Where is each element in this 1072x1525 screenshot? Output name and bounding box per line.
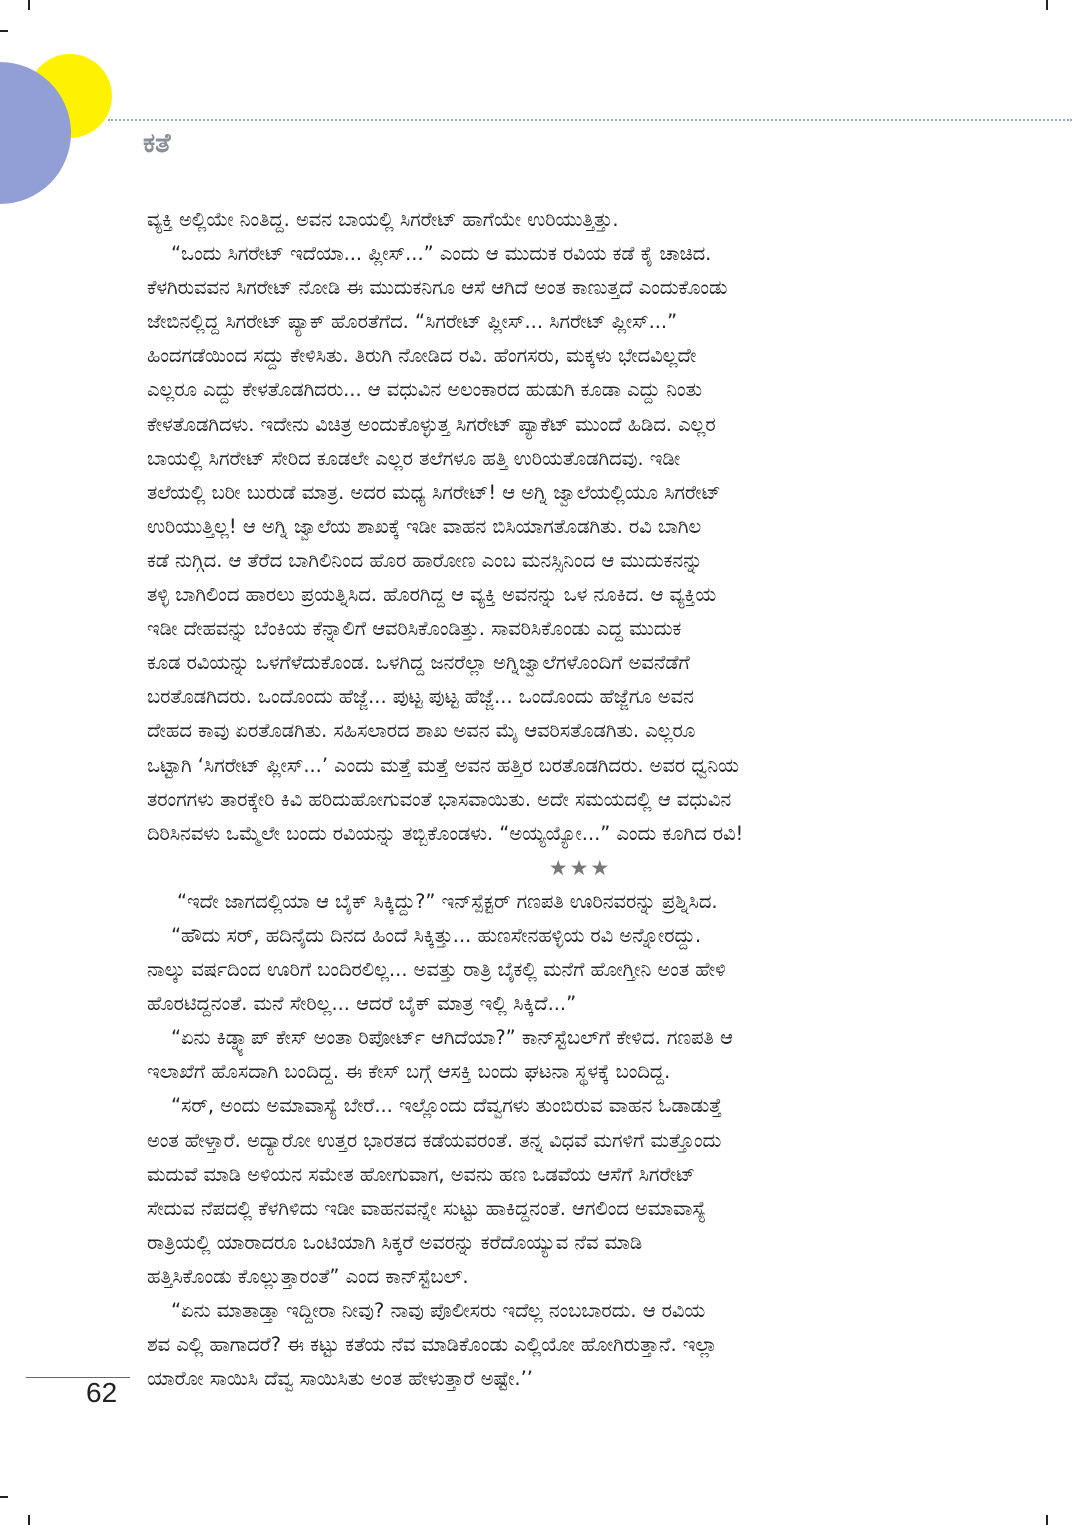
story-line: “ಹೌದು ಸರ್, ಹದಿನೈದು ದಿನದ ಹಿಂದೆ ಸಿಕ್ಕಿತ್ತು... ಹುಣಸೇನಹಳ್ಳಿಯ ರವಿ ಅನ್ನೋರದ್ದು. [171,923,702,947]
story-line: “ಇದೇ ಜಾಗದಲ್ಲಿಯಾ ಆ ಬೈಕ್ ಸಿಕ್ಕಿದ್ದು?” ಇನ್‌ಸ್ಪೆಕ್ಟರ್ ಗಣಪತಿ ಊರಿನವರನ್ನು ಪ್ರಶ್ನಿಸಿದ. [177,889,718,913]
story-line: “ಏನು ಕಿಡ್ನ್ಯಾಪ್ ಕೇಸ್ ಅಂತಾ ರಿಪೋರ್ಟ್ ಆಗಿದೆಯಾ?” ಕಾನ್‌ಸ್ಟೆಬಲ್‌ಗೆ ಕೇಳಿದ. ಗಣಪತಿ ಆ [171,1026,733,1050]
crop-mark-bottom-left [28,1515,30,1525]
story-line: ಹತ್ತಿಸಿಕೊಂಡು ಕೊಲ್ಲುತ್ತಾರಂತೆ” ಎಂದ ಕಾನ್‌ಸ್ಟೆಬಲ್. [147,1264,469,1288]
page-number: 62 [86,1377,118,1408]
story-line: ಸೇದುವ ನೆಪದಲ್ಲಿ ಕೆಳಗಿಳಿದು ಇಡೀ ವಾಹನವನ್ನೇ ಸುಟ್ಟು ಹಾಕಿದ್ದನಂತೆ. ಆಗಲಿಂದ ಅಮಾವಾಸ್ಯೆ [147,1196,707,1220]
story-line: ಬರತೊಡಗಿದರು. ಒಂದೊಂದು ಹೆಜ್ಜೆ... ಪುಟ್ಟ ಪುಟ್ಟ ಹೆಜ್ಜೆ... ಒಂದೊಂದು ಹೆಜ್ಜೆಗೂ ಅವನ [147,685,694,709]
crop-mark-left-lower [0,1496,8,1498]
story-line: ಹೊರಟಿದ್ದನಂತೆ. ಮನೆ ಸೇರಿಲ್ಲ... ಆದರೆ ಬೈಕ್ ಮಾತ್ರ ಇಲ್ಲಿ ಸಿಕ್ಕಿದೆ...” [147,992,577,1016]
story-body [147,203,953,1396]
crop-mark-bottom-right [1046,1515,1048,1525]
story-line: ಮದುವೆ ಮಾಡಿ ಅಳಿಯನ ಸಮೇತ ಹೋಗುವಾಗ, ಅವನು ಹಣ ಒಡವೆಯ ಆಸೆಗೆ ಸಿಗರೇಟ್ [147,1162,696,1186]
story-line: ಕೂಡ ರವಿಯನ್ನು ಒಳಗೆಳೆದುಕೊಂಡ. ಒಳಗಿದ್ದ ಜನರೆಲ್ಲಾ ಅಗ್ನಿಜ್ವಾಲೆಗಳೊಂದಿಗೆ ಅವನೆಡೆಗೆ [147,651,690,675]
story-line: ಜೇಬಿನಲ್ಲಿದ್ದ ಸಿಗರೇಟ್ ಪ್ಯಾಕ್ ಹೊರತೆಗೆದ. “ಸಿಗರೇಟ್ ಪ್ಲೀಸ್... ಸಿಗರೇಟ್ ಪ್ಲೀಸ್...” [147,310,678,334]
story-line: ಒಟ್ಟಾಗಿ ‘ಸಿಗರೇಟ್ ಪ್ಲೀಸ್...’ ಎಂದು ಮತ್ತೆ ಮತ್ತೆ ಅವನ ಹತ್ತಿರ ಬರತೊಡಗಿದರು. ಅವರ ಧ್ವನಿಯ [147,753,739,777]
story-line: ರಾತ್ರಿಯಲ್ಲಿ ಯಾರಾದರೂ ಒಂಟಿಯಾಗಿ ಸಿಕ್ಕರೆ ಅವರನ್ನು ಕರೆದೊಯ್ಯುವ ನೆವ ಮಾಡಿ [147,1230,643,1254]
story-line: ಉರಿಯುತ್ತಿಲ್ಲ! ಆ ಅಗ್ನಿ ಜ್ವಾಲೆಯ ಶಾಖಕ್ಕೆ ಇಡೀ ವಾಹನ ಬಿಸಿಯಾಗತೊಡಗಿತು. ರವಿ ಬಾಗಿಲ [147,514,702,538]
story-line: “ಸರ್, ಅಂದು ಅಮಾವಾಸ್ಯೆ ಬೇರೆ... ಇಲ್ಲೊಂದು ದೆವ್ವಗಳು ತುಂಬಿರುವ ವಾಹನ ಓಡಾಡುತ್ತೆ [171,1094,722,1118]
story-line: “ಏನು ಮಾತಾಡ್ತಾ ಇದ್ದೀರಾ ನೀವು? ನಾವು ಪೊಲೀಸರು ಇದೆಲ್ಲ ನಂಬಬಾರದು. ಆ ರವಿಯ [171,1299,706,1322]
story-line: ತರಂಗಗಳು ತಾರಕ್ಕೇರಿ ಕಿವಿ ಹರಿದುಹೋಗುವಂತೆ ಭಾಸವಾಯಿತು. ಅದೇ ಸಮಯದಲ್ಲಿ ಆ ವಧುವಿನ [147,787,732,811]
decorative-circles [0,0,140,220]
story-line: ಇಲಾಖೆಗೆ ಹೊಸದಾಗಿ ಬಂದಿದ್ದ. ಈ ಕೇಸ್ ಬಗ್ಗೆ ಆಸಕ್ತಿ ಬಂದು ಘಟನಾ ಸ್ಥಳಕ್ಕೆ ಬಂದಿದ್ದ. [147,1060,671,1084]
crop-mark-top-right [1046,0,1048,10]
story-line: ಅಂತ ಹೇಳ್ತಾರೆ. ಅದ್ಯಾರೋ ಉತ್ತರ ಭಾರತದ ಕಡೆಯವರಂತೆ. ತನ್ನ ವಿಧವೆ ಮಗಳಿಗೆ ಮತ್ತೊಂದು [147,1128,722,1152]
story-line: ವ್ಯಕ್ತಿ ಅಲ್ಲಿಯೇ ನಿಂತಿದ್ದ. ಅವನ ಬಾಯಲ್ಲಿ ಸಿಗರೇಟ್ ಹಾಗೆಯೇ ಉರಿಯುತ್ತಿತ್ತು. [147,208,619,231]
story-line: ತಳ್ಳಿ ಬಾಗಿಲಿಂದ ಹಾರಲು ಪ್ರಯತ್ನಿಸಿದ. ಹೊರಗಿದ್ದ ಆ ವ್ಯಕ್ತಿ ಅವನನ್ನು ಒಳ ನೂಕಿದ. ಆ ವ್ಯಕ್ತಿಯ [147,583,717,607]
story-line: ಇಡೀ ದೇಹವನ್ನು ಬೆಂಕಿಯ ಕೆನ್ನಾಲಿಗೆ ಆವರಿಸಿಕೊಂಡಿತ್ತು. ಸಾವರಿಸಿಕೊಂಡು ಎದ್ದ ಮುದುಕ [147,617,682,641]
header-dotted-rule [108,119,1072,121]
story-line: ಯಾರೋ ಸಾಯಿಸಿ ದೆವ್ವ ಸಾಯಿಸಿತು ಅಂತ ಹೇಳುತ್ತಾರೆ ಅಷ್ಟೇ.’’ [147,1367,533,1391]
story-line: ದೇಹದ ಕಾವು ಏರತೊಡಗಿತು. ಸಹಿಸಲಾರದ ಶಾಖ ಅವನ ಮೈ ಆವರಿಸತೊಡಗಿತು. ಎಲ್ಲರೂ [147,719,696,743]
story-line: ಕೇಳತೊಡಗಿದಳು. ಇದೇನು ವಿಚಿತ್ರ ಅಂದುಕೊಳ್ಳುತ್ತ ಸಿಗರೇಟ್ ಪ್ಯಾಕೆಟ್ ಮುಂದೆ ಹಿಡಿದ. ಎಲ್ಲರ [147,412,716,436]
story-line: “ಒಂದು ಸಿಗರೇಟ್ ಇದೆಯಾ... ಪ್ಲೀಸ್...” ಎಂದು ಆ ಮುದುಕ ರವಿಯ ಕಡೆ ಕೈ ಚಾಚಿದ. [171,242,712,266]
story-line: ತಲೆಯಲ್ಲಿ ಬರೀ ಬುರುಡೆ ಮಾತ್ರ. ಅದರ ಮಧ್ಯ ಸಿಗರೇಟ್! ಆ ಅಗ್ನಿ ಜ್ವಾಲೆಯಲ್ಲಿಯೂ ಸಿಗರೇಟ್ [147,480,721,504]
story-line: ಎಲ್ಲರೂ ಎದ್ದು ಕೇಳತೊಡಗಿದರು... ಆ ವಧುವಿನ ಅಲಂಕಾರದ ಹುಡುಗಿ ಕೂಡಾ ಎದ್ದು ನಿಂತು [147,378,703,402]
section-title: ಕತೆ [143,128,171,159]
story-line: ಹಿಂದಗಡೆಯಿಂದ ಸದ್ದು ಕೇಳಿಸಿತು. ತಿರುಗಿ ನೋಡಿದ ರವಿ. ಹೆಂಗಸರು, ಮಕ್ಕಳು ಭೇದವಿಲ್ಲದೇ [147,344,697,368]
story-line: ಕೆಳಗಿರುವವನ ಸಿಗರೇಟ್ ನೋಡಿ ಈ ಮುದುಕನಿಗೂ ಆಸೆ ಆಗಿದೆ ಅಂತ ಕಾಣುತ್ತದೆ ಎಂದುಕೊಂಡು [147,276,728,300]
story-line: ಬಾಯಲ್ಲಿ ಸಿಗರೇಟ್ ಸೇರಿದ ಕೂಡಲೇ ಎಲ್ಲರ ತಲೆಗಳೂ ಹತ್ತಿ ಉರಿಯತೊಡಗಿದವು. ಇಡೀ [147,446,681,470]
story-line: ದಿರಿಸಿನವಳು ಒಮ್ಮೆಲೇ ಬಂದು ರವಿಯನ್ನು ತಬ್ಬಿಕೊಂಡಳು. “ಅಯ್ಯಯ್ಯೋ...” ಎಂದು ಕೂಗಿದ ರವಿ! [147,821,744,845]
section-separator-stars: ★★★ [548,855,612,880]
story-line: ಶವ ಎಲ್ಲಿ ಹಾಗಾದರೆ? ಈ ಕಟ್ಟು ಕತೆಯ ನೆವ ಮಾಡಿಕೊಂಡು ಎಲ್ಲಿಯೋ ಹೋಗಿರುತ್ತಾನೆ. ಇಲ್ಲಾ [147,1333,718,1357]
story-line: ಕಡೆ ನುಗ್ಗಿದ. ಆ ತೆರೆದ ಬಾಗಿಲಿನಿಂದ ಹೊರ ಹಾರೋಣ ಎಂಬ ಮನಸ್ಸಿನಿಂದ ಆ ಮುದುಕನನ್ನು [147,548,703,572]
story-line: ನಾಲ್ಕು ವರ್ಷದಿಂದ ಊರಿಗೆ ಬಂದಿರಲಿಲ್ಲ... ಅವತ್ತು ರಾತ್ರಿ ಬೈಕಲ್ಲಿ ಮನೆಗೆ ಹೋಗ್ತೀನಿ ಅಂತ ಹೇಳಿ [147,958,726,982]
